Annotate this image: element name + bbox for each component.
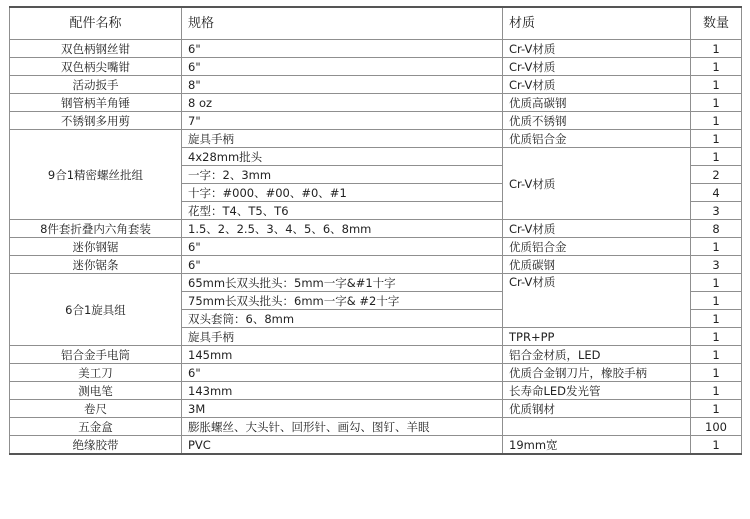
- part-name: 9合1精密螺丝批组: [10, 130, 182, 220]
- part-name: 卷尺: [10, 400, 182, 418]
- part-qty: 1: [691, 94, 742, 112]
- part-qty: 1: [691, 112, 742, 130]
- part-qty: 8: [691, 220, 742, 238]
- part-spec: 旋具手柄: [182, 130, 503, 148]
- part-spec: 花型：T4、T5、T6: [182, 202, 503, 220]
- part-spec: 3M: [182, 400, 503, 418]
- part-qty: 1: [691, 58, 742, 76]
- part-name: 美工刀: [10, 364, 182, 382]
- part-name: 迷你钢锯: [10, 238, 182, 256]
- part-material: 优质碳钢: [503, 256, 691, 274]
- part-qty: 3: [691, 256, 742, 274]
- part-spec: 十字：#000、#00、#0、#1: [182, 184, 503, 202]
- part-qty: 1: [691, 148, 742, 166]
- table-row: [10, 40, 742, 58]
- part-spec: 8 oz: [182, 94, 503, 112]
- part-material: 铝合金材质，LED: [503, 346, 691, 364]
- table-row: [10, 94, 742, 112]
- part-name: 8件套折叠内六角套装: [10, 220, 182, 238]
- header-spec: 规格: [182, 7, 503, 40]
- part-material: Cr-V材质: [503, 274, 691, 328]
- part-spec: 6": [182, 364, 503, 382]
- part-material: 长寿命LED发光管: [503, 382, 691, 400]
- part-spec: 6": [182, 238, 503, 256]
- part-spec: 6": [182, 256, 503, 274]
- part-qty: 1: [691, 40, 742, 58]
- parts-list: [9, 6, 742, 455]
- part-material: 优质不锈钢: [503, 112, 691, 130]
- part-material: Cr-V材质: [503, 76, 691, 94]
- part-name: 活动扳手: [10, 76, 182, 94]
- part-spec: 75mm长双头批头：6mm一字& #2十字: [182, 292, 503, 310]
- part-spec: 7": [182, 112, 503, 130]
- part-material: 优质铝合金: [503, 130, 691, 148]
- part-name: 测电笔: [10, 382, 182, 400]
- table-row: [10, 76, 742, 94]
- table-row: [10, 346, 742, 364]
- part-qty: 1: [691, 346, 742, 364]
- part-name: 迷你锯条: [10, 256, 182, 274]
- part-qty: 3: [691, 202, 742, 220]
- part-qty: 1: [691, 274, 742, 292]
- part-name: 五金盒: [10, 418, 182, 436]
- part-name: 绝缘胶带: [10, 436, 182, 455]
- part-qty: 2: [691, 166, 742, 184]
- table-row: [10, 400, 742, 418]
- part-material: 优质合金钢刀片，橡胶手柄: [503, 364, 691, 382]
- parts-table: [9, 6, 742, 455]
- part-spec: 一字：2、3mm: [182, 166, 503, 184]
- table-row: [10, 238, 742, 256]
- part-spec: 膨胀螺丝、大头针、回形针、画勾、图钉、羊眼: [182, 418, 503, 436]
- part-qty: 1: [691, 328, 742, 346]
- part-qty: 1: [691, 292, 742, 310]
- header-qty: 数量: [691, 7, 742, 40]
- header-material: 材质: [503, 7, 691, 40]
- header-name: 配件名称: [10, 7, 182, 40]
- part-qty: 1: [691, 382, 742, 400]
- part-spec: 8": [182, 76, 503, 94]
- part-material: 优质钢材: [503, 400, 691, 418]
- table-row: [10, 58, 742, 76]
- part-name: 不锈钢多用剪: [10, 112, 182, 130]
- part-spec: 6": [182, 40, 503, 58]
- part-spec: 6": [182, 58, 503, 76]
- part-material: Cr-V材质: [503, 58, 691, 76]
- part-name: 钢管柄羊角锤: [10, 94, 182, 112]
- part-spec: PVC: [182, 436, 503, 455]
- part-material: 19mm宽: [503, 436, 691, 455]
- header-row: [10, 7, 742, 40]
- part-qty: 100: [691, 418, 742, 436]
- part-spec: 4x28mm批头: [182, 148, 503, 166]
- part-qty: 4: [691, 184, 742, 202]
- part-qty: 1: [691, 436, 742, 455]
- part-material: Cr-V材质: [503, 40, 691, 58]
- part-material: 优质铝合金: [503, 238, 691, 256]
- part-name: 双色柄钢丝钳: [10, 40, 182, 58]
- part-name: 6合1旋具组: [10, 274, 182, 346]
- table-row: [10, 274, 742, 292]
- table-row: [10, 418, 742, 436]
- table-row: [10, 364, 742, 382]
- part-spec: 1.5、2、2.5、3、4、5、6、8mm: [182, 220, 503, 238]
- table-row: [10, 130, 742, 148]
- part-name: 铝合金手电筒: [10, 346, 182, 364]
- part-material: Cr-V材质: [503, 220, 691, 238]
- table-row: [10, 382, 742, 400]
- part-material: TPR+PP: [503, 328, 691, 346]
- table-row: [10, 256, 742, 274]
- part-qty: 1: [691, 400, 742, 418]
- part-spec: 145mm: [182, 346, 503, 364]
- part-qty: 1: [691, 76, 742, 94]
- part-qty: 1: [691, 238, 742, 256]
- part-qty: 1: [691, 130, 742, 148]
- table-row: [10, 112, 742, 130]
- part-spec: 65mm长双头批头：5mm一字&#1十字: [182, 274, 503, 292]
- part-spec: 旋具手柄: [182, 328, 503, 346]
- part-qty: 1: [691, 310, 742, 328]
- part-material: 优质高碳钢: [503, 94, 691, 112]
- table-row: [10, 220, 742, 238]
- part-name: 双色柄尖嘴钳: [10, 58, 182, 76]
- part-spec: 双头套筒：6、8mm: [182, 310, 503, 328]
- part-material: [503, 418, 691, 436]
- part-material: Cr-V材质: [503, 148, 691, 220]
- part-qty: 1: [691, 364, 742, 382]
- part-spec: 143mm: [182, 382, 503, 400]
- table-row: [10, 436, 742, 455]
